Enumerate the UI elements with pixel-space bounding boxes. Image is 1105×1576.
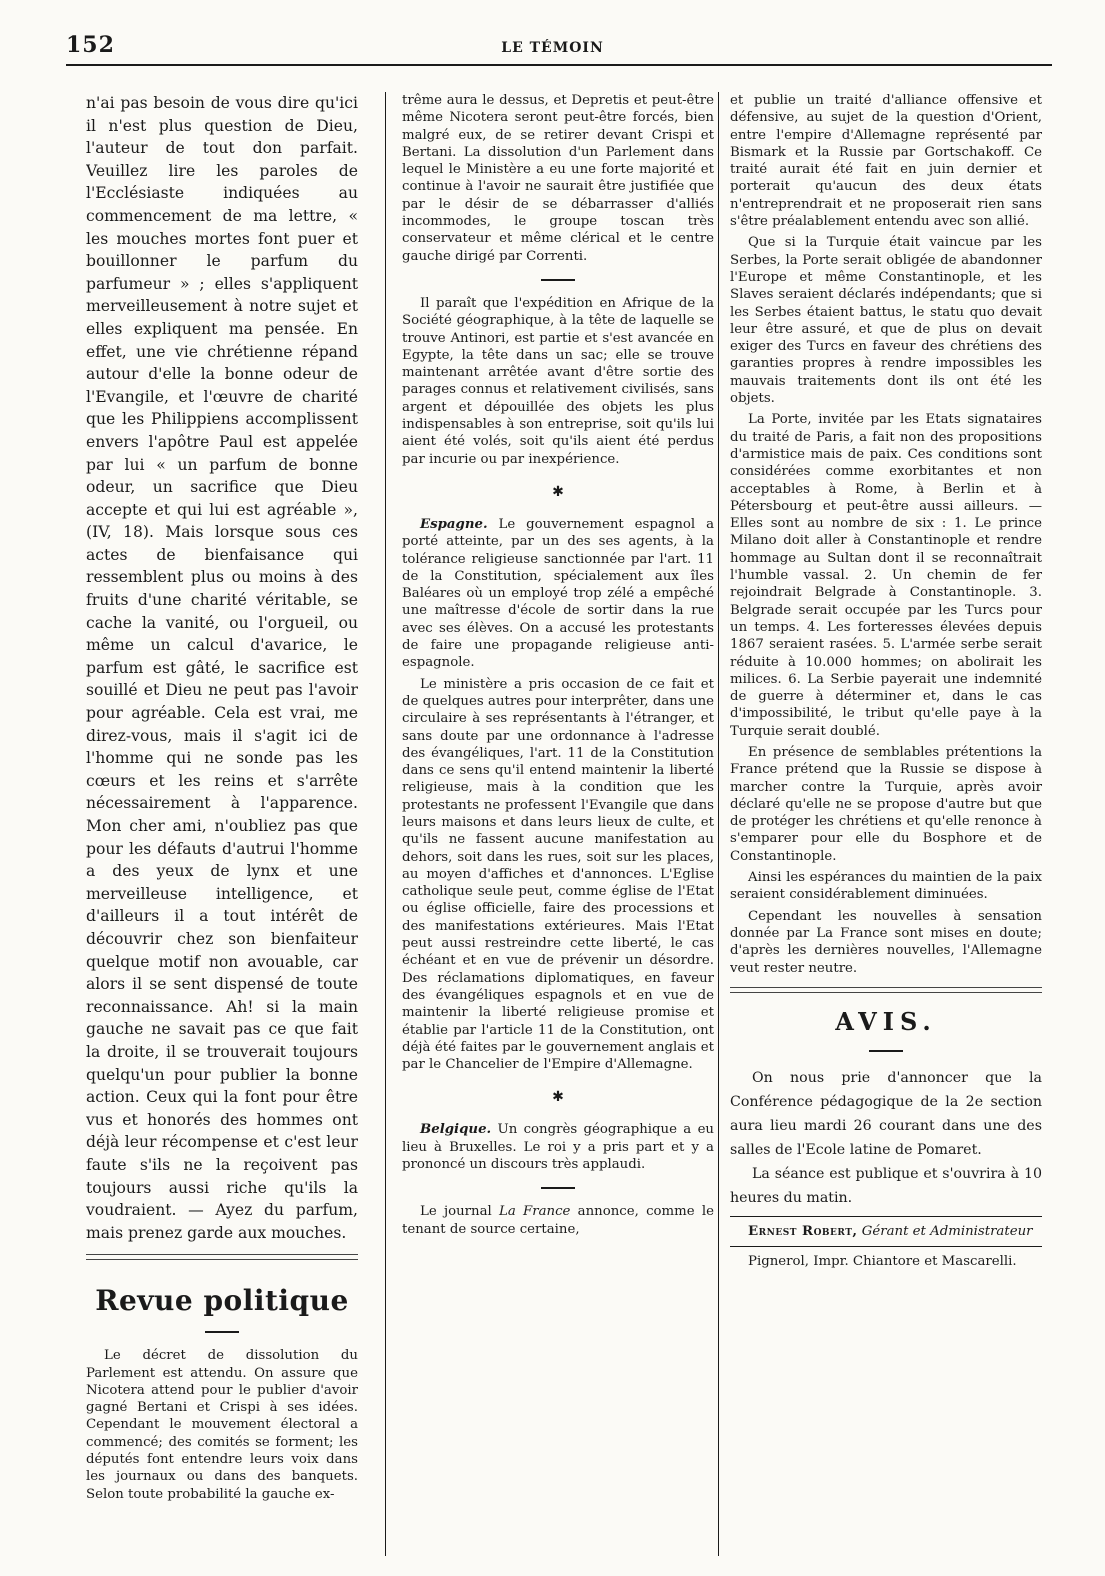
star-separator: ✱ <box>552 1089 564 1106</box>
espagne-paragraph <box>402 516 714 672</box>
column-2 <box>402 92 714 1556</box>
alliance-paragraph: et publie un traité d'alliance offensive et défensive, au sujet de la question d'Orient, entre l'empire d'Allemagne représenté par Bismark et la Russie par Gortschakoff. Ce traité aurait été fait en juin dernier et porterait qu'aucun des deux états n'entreprendrait et ne proposerait rien sans s'être préalablement entendu avec son allié. <box>730 93 1042 230</box>
double-rule <box>730 987 1042 993</box>
belgique-text: Un congrès géographique a eu lieu à Bruxelles. Le roi y a pris part et y a prononcé un discours très applaudi. <box>402 1122 714 1173</box>
section-title: Revue politique <box>95 1284 349 1318</box>
star-separator: ✱ <box>552 483 564 500</box>
short-rule <box>869 1050 903 1052</box>
avis-paragraph-2: La séance est publique et s'ouvrira à 10 heures du matin. <box>730 1165 1042 1206</box>
column-1 <box>86 92 358 1556</box>
france-text-a: Le journal <box>420 1204 499 1220</box>
header-rule <box>66 64 1052 66</box>
short-rule <box>541 279 575 281</box>
belgique-lead: Belgique. <box>420 1122 492 1138</box>
belgique-paragraph <box>402 1121 714 1173</box>
paix-paragraph: Ainsi les espérances du maintien de la paix seraient considérablement diminuées. <box>730 870 1042 903</box>
politique-paragraph: Le décret de dissolution du Parlement est attendu. On assure que Nicotera attend pour le publier d'avoir gagné Bertani et Crispi à ses idées. Cependant le mouvement électoral a commencé; des comités se forment; les députés font entendre leurs voix dans les journaux ou dans des banquets. Selon toute probabilité la gauche ex- <box>86 1348 358 1502</box>
column-rule-left <box>385 92 386 1556</box>
porte-paragraph: La Porte, invitée par les Etats signataires du traité de Paris, a fait non des propositions d'armistice mais de paix. Ces conditions sont considérées comme exorbitantes et non acceptables à Rome, à Berlin et à Pétersbourg et peut-être aussi ailleurs. — Elles sont au nombre de six : 1. Le prince Milano doit aller à Constantinople et rendre hommage au Sultan dont il se reconnaîtrait l'humble vassal. 2. Un chemin de fer rejoindrait Belgrade à Constantinople. 3. Belgrade serait occupée par les Turcs pour un temps. 4. Les forteresses élevées depuis 1867 seraient rasées. 5. L'armée serbe serait réduite à 10.000 hommes; on abolirait les milices. 6. La Serbie payerait une indemnité de guerre à déterminer et, dans le cas d'impossibilité, le tribut qu'elle paye à la Turquie serait doublé. <box>730 412 1042 739</box>
double-rule <box>86 1254 358 1260</box>
running-title: LE TÉMOIN <box>501 40 604 56</box>
espagne-text: Le gouvernement espagnol a porté atteinte, par un des ses agents, à la tolérance religieuse sanctionnée par l'art. 11 de la Constitution, spécialement aux îles Baléares où un employé trop zélé a empêché une maîtresse d'école de sortir dans la rue avec ses élèves. On a accusé les protestants de faire une propagande religieuse anti-espagnole. <box>402 516 714 671</box>
avis-paragraph: On nous prie d'annoncer que la Conférence pédagogique de la 2e section aura lieu mardi 26 courant dans une des salles de l'Ecole latine de Pomaret. <box>730 1069 1042 1158</box>
letter-paragraph: n'ai pas besoin de vous dire qu'ici il n'est plus question de Dieu, l'auteur de tout don parfait. Veuillez lire les paroles de l'Ecclésiaste indiquées au commencement de ma lettre, « les mouches mortes font puer et bouillonner le parfum du parfumeur » ; elles s'appliquent merveilleusement à notre sujet et elles expliquent ma pensée. En effet, une vie chrétienne répand autour d'elle la bonne odeur de l'Evangile, et l'œuvre de charité que les Philippiens accomplissent envers l'apôtre Paul est appelée par lui « un parfum de bonne odeur, un sacrifice que Dieu accepte et qui lui est agréable », (IV, 18). Mais lorsque sous ces actes de bienfaisance qui ressemblent plus ou moins à des fruits d'une charité véritable, se cache la vanité, ou l'orgueil, ou même un calcul d'avarice, le parfum est gâté, le sacrifice est souillé et Dieu ne peut pas l'avoir pour agréable. Cela est vrai, me direz-vous, mais il s'agit ici de l'homme qui ne sonde pas les cœurs et les reins et s'arrête nécessairement à l'apparence. Mon cher ami, n'oubliez pas que pour les défauts d'autrui l'homme a des yeux de lynx et une merveilleuse intelligence, et d'ailleurs il a tout intérêt de découvrir chez son bienfaiteur quelque motif non avouable, car alors il se sent dispensé de toute reconnaissance. Ah! si la main gauche ne savait pas ce que fait la droite, il se trouverait toujours quelqu'un pour publier la bonne action. Ceux qui la font pour être vus et honorés des hommes ont déjà leur récompense et c'est leur faute s'ils ne la reçoivent pas toujours aussi riche qu'ils la voudraient. — Ayez du parfum, mais prenez garde aux mouches. <box>86 94 358 1242</box>
france-title: La France <box>499 1204 571 1220</box>
espagne-lead: Espagne. <box>420 516 488 532</box>
afrique-paragraph: Il paraît que l'expédition en Afrique de la Société géographique, à la tête de laquelle se trouve Antinori, est partie et s'est avancée en Egypte, la tête dans un sac; elle se trouve maintenant arrêtée avant d'être sortie des parages connus et relativement civilisés, sans argent et dépouillée des objets les plus indispensables à son entreprise, soit qu'ils lui aient été volés, soit qu'ils aient été perdus par incurie ou par inexpérience. <box>402 295 714 467</box>
credit-rule <box>730 1246 1042 1247</box>
france-paragraph <box>402 1203 714 1238</box>
short-rule <box>205 1331 239 1333</box>
short-rule <box>541 1187 575 1189</box>
credit-line <box>730 1223 1042 1240</box>
column-rule-right <box>718 92 719 1556</box>
credit-rule <box>730 1216 1042 1217</box>
turquie-paragraph: Que si la Turquie était vaincue par les Serbes, la Porte serait obligée de abandonner l'Europe et même Constantinople, et les Slaves seraient déclarés indépendants; que si les Serbes étaient battus, le statu quo devait leur être assuré, et que de plus on devait exiger des Turcs en faveur des chrétiens des garanties propres à rendre impossibles les mauvais traitements dont ils ont été les objets. <box>730 235 1042 407</box>
printer-line: Pignerol, Impr. Chiantore et Mascarelli. <box>748 1254 1017 1270</box>
espagne-paragraph-2: Le ministère a pris occasion de ce fait et de quelques autres pour interprêter, dans une circulaire à ses représentants à l'étranger, et sans doute par une ordonnance à l'adresse des évangéliques, l'art. 11 de la Constitution dans ce sens qu'il entend maintenir la liberté religieuse, mais à la condition que les protestants ne professent l'Evangile que dans leurs maisons et dans leurs lieux de culte, et qu'ils ne fassent aucune manifestation au dehors, soit dans les rues, soit sur les places, au moyen d'affiches et d'annonces. L'Eglise catholique seule peut, comme église de l'Etat ou église officielle, faire des processions et des manifestations extérieures. Mais l'Etat peut aussi restreindre cette liberté, le cas échéant et en vue de prévenir un désordre. Des réclamations diplomatiques, en faveur des évangéliques espagnols et en vue de maintenir la liberté religieuse promise et établie par l'article 11 de la Constitution, ont déjà été faites par le gouvernement anglais et par le Chancelier de l'Empire d'Allemagne. <box>402 676 714 1073</box>
column-3 <box>730 92 1042 1556</box>
france-text-b: annonce, comme le tenant de source certaine, <box>402 1204 714 1237</box>
page-number: 152 <box>66 32 115 58</box>
russie-paragraph: En présence de semblables prétentions la France prétend que la Russie se dispose à marcher contre la Turquie, après avoir déclaré qu'elle ne se propose d'autre but que de protéger les chrétiens et qu'elle renonce à s'emparer pour elle du Bosphore et de Constantinople. <box>730 744 1042 864</box>
nouvelles-paragraph: Cependant les nouvelles à sensation donnée par La France sont mises en doute; d'après les dernières nouvelles, l'Allemagne veut rester neutre. <box>730 908 1042 976</box>
avis-title: AVIS. <box>835 1006 937 1036</box>
credit-name: Ernest Robert, <box>748 1223 858 1239</box>
credit-role: Gérant et Administrateur <box>857 1223 1033 1239</box>
politique-continued: trême aura le dessus, et Depretis et peut-être même Nicotera seront peut-être forcés, bien malgré eux, de se retirer devant Crispi et Bertani. La dissolution d'un Parlement dans lequel le Ministère a eu une forte majorité et continue à l'avoir ne saurait être justifiée que par le désir de se débarrasser d'alliés incommodes, le groupe toscan très conservateur et même clérical et le centre gauche dirigé par Correnti. <box>402 93 714 264</box>
